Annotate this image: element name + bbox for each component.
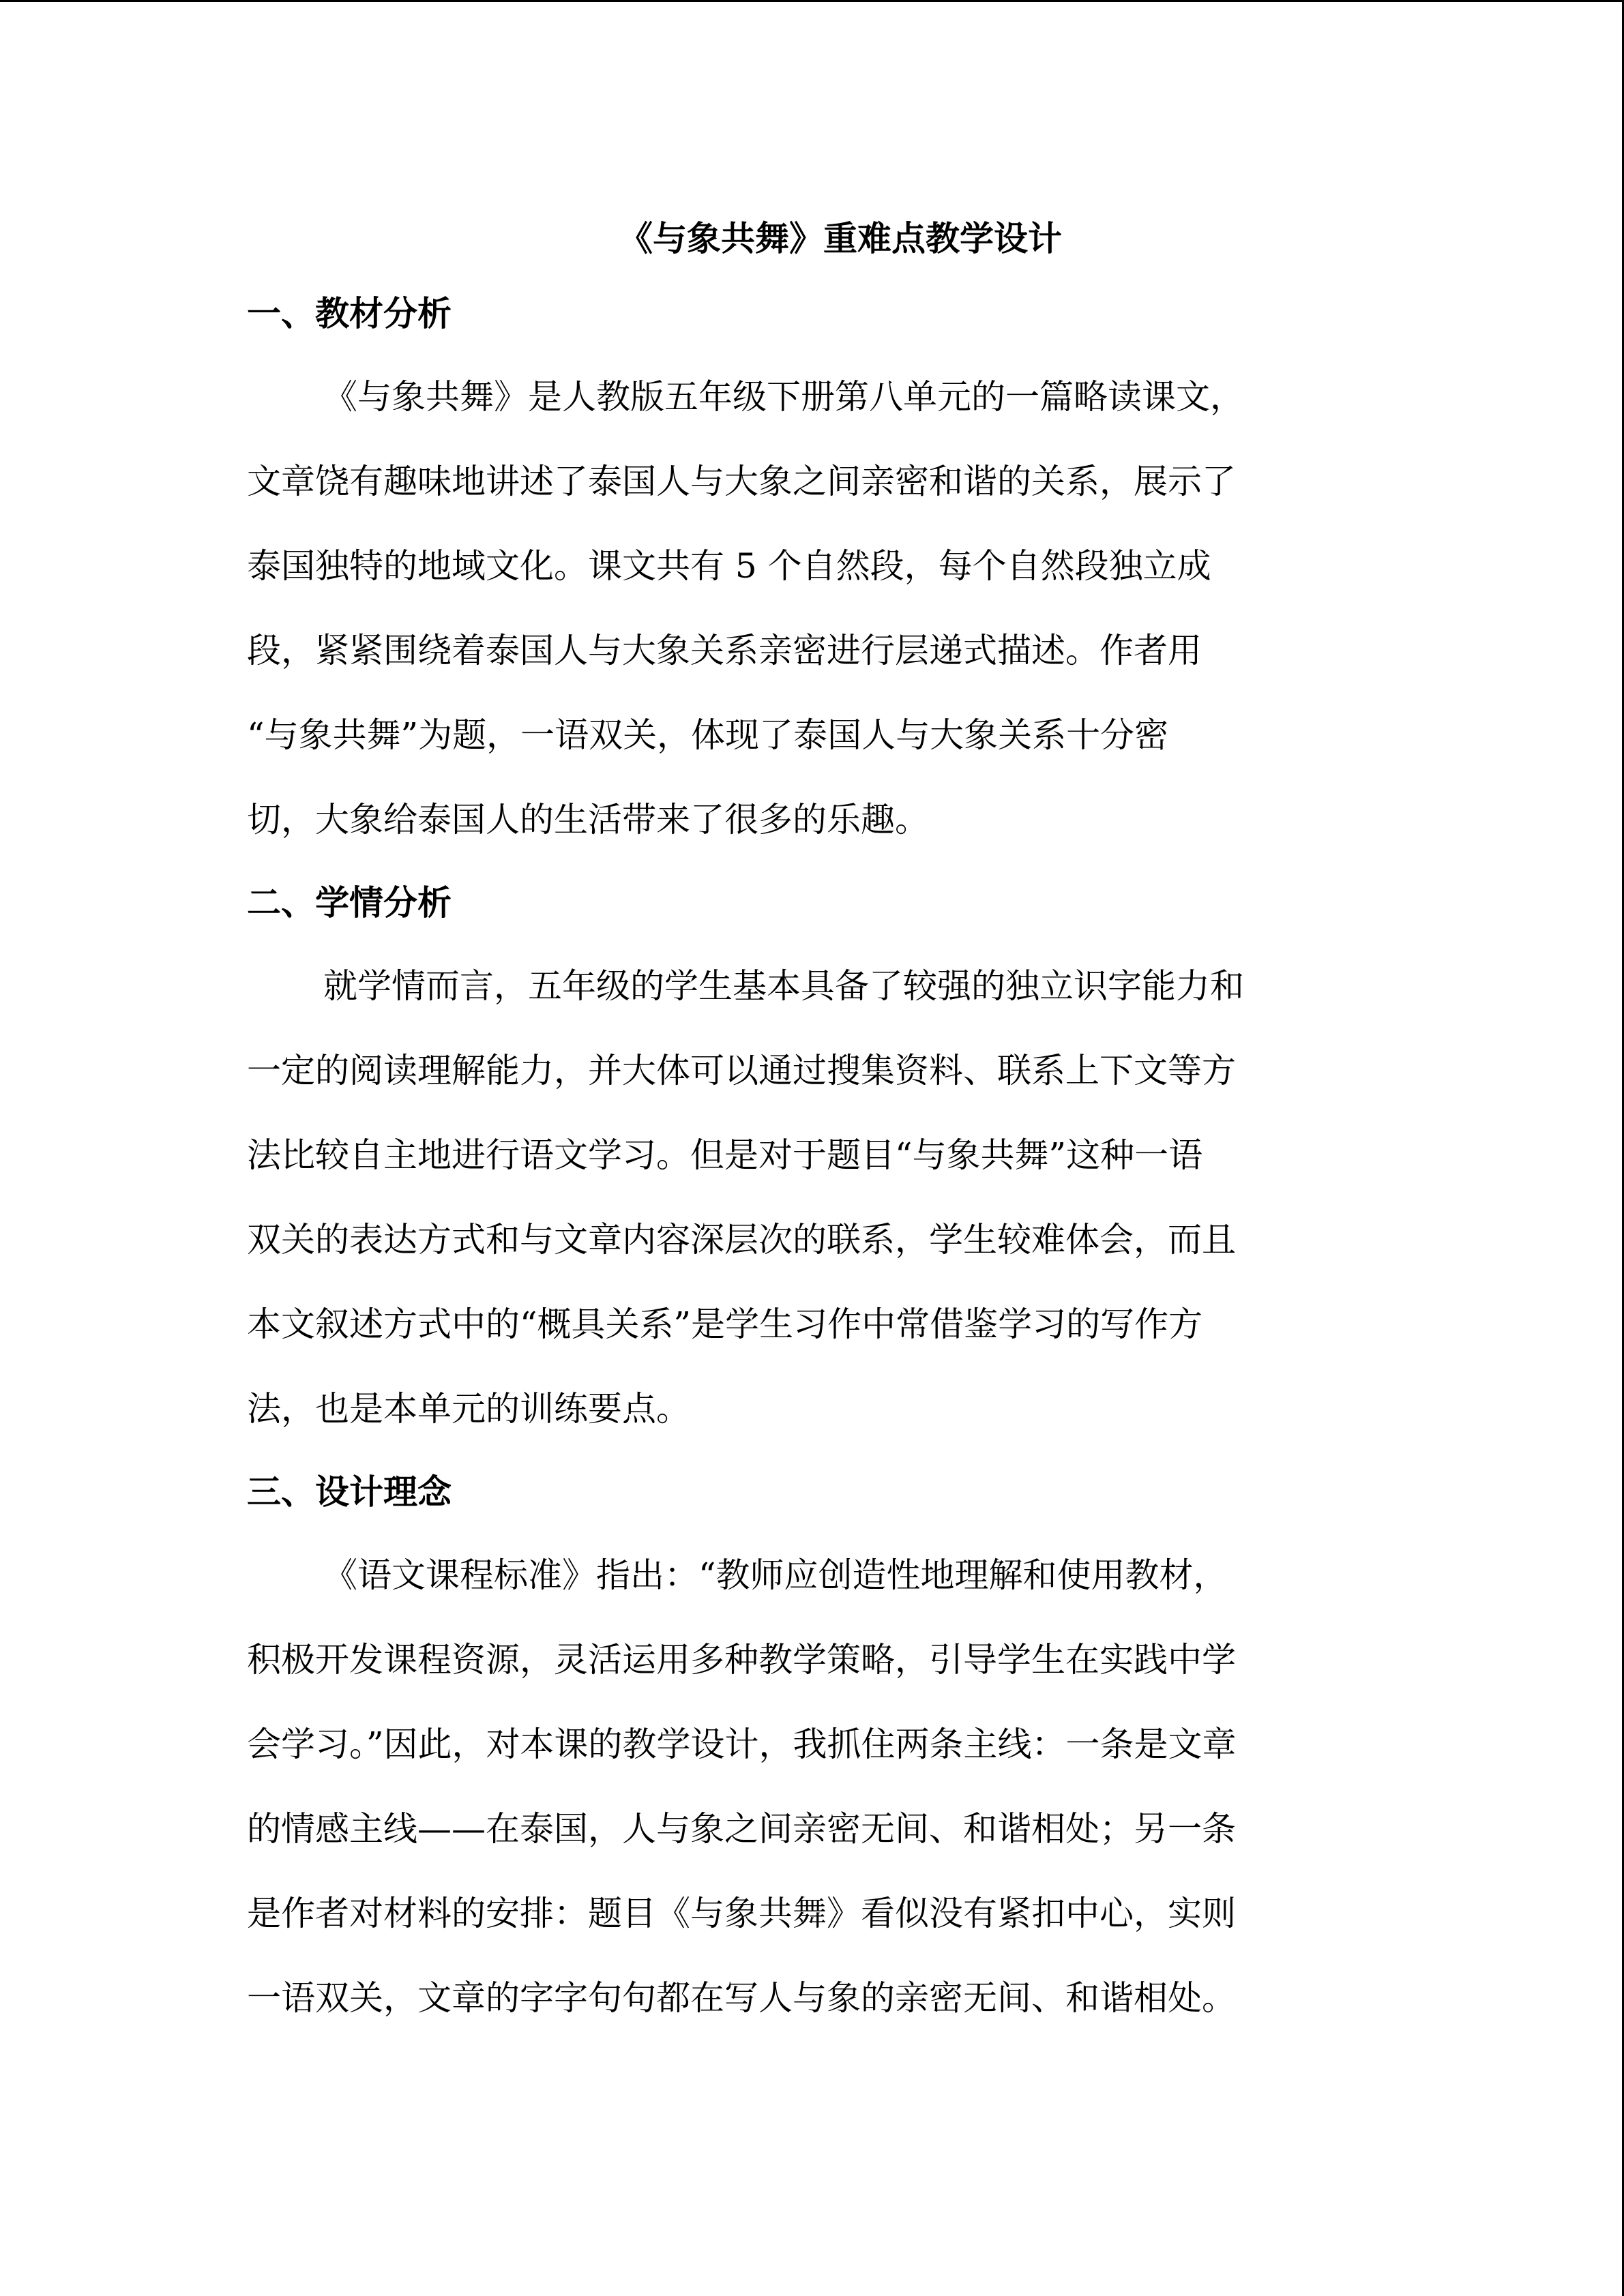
text-line: 是作者对材料的安排：题目《与象共舞》看似没有紧扣中心，实则 [247, 1894, 1236, 1933]
document-body [247, 205, 1379, 2040]
text-line: “与象共舞”为题，一语双关，体现了泰国人与大象关系十分密 [247, 715, 1169, 755]
text-line: 会学习。”因此，对本课的教学设计，我抓住两条主线：一条是文章 [247, 1725, 1237, 1764]
paragraph-textbook-analysis [247, 355, 1379, 862]
text-line: 泰国独特的地域文化。课文共有 5 个自然段，每个自然段独立成 [247, 546, 1211, 586]
text-line: 一语双关，文章的字字句句都在写人与象的亲密无间、和谐相处。 [247, 1978, 1236, 2018]
text-line: 文章饶有趣味地讲述了泰国人与大象之间亲密和谐的关系，展示了 [247, 462, 1236, 501]
section-heading-design-concept: 三、设计理念 [247, 1472, 452, 1512]
text-line: 《与象共舞》是人教版五年级下册第八单元的一篇略读课文， [323, 377, 1244, 417]
document-title: 《与象共舞》重难点教学设计 [619, 218, 1062, 258]
paragraph-design-concept [247, 1533, 1379, 2040]
text-line: 的情感主线——在泰国，人与象之间亲密无间、和谐相处；另一条 [247, 1809, 1236, 1849]
text-line: 段，紧紧围绕着泰国人与大象关系亲密进行层递式描述。作者用 [247, 631, 1202, 670]
text-line: 积极开发课程资源，灵活运用多种教学策略，引导学生在实践中学 [247, 1640, 1236, 1680]
text-line: 法，也是本单元的训练要点。 [247, 1389, 690, 1429]
text-line: 就学情而言，五年级的学生基本具备了较强的独立识字能力和 [323, 966, 1244, 1006]
section-heading-textbook-analysis: 一、教材分析 [247, 293, 452, 333]
text-line: 双关的表达方式和与文章内容深层次的联系，学生较难体会，而且 [247, 1220, 1236, 1259]
section-heading-student-analysis: 二、学情分析 [247, 882, 452, 923]
text-line: 《语文课程标准》指出：“教师应创造性地理解和使用教材， [323, 1555, 1228, 1595]
text-line: 切，大象给泰国人的生活带来了很多的乐趣。 [247, 800, 929, 839]
page-border-top [0, 0, 1624, 2]
text-line: 本文叙述方式中的“概具关系”是学生习作中常借鉴学习的写作方 [247, 1304, 1203, 1344]
paragraph-student-analysis [247, 944, 1379, 1451]
text-line: 法比较自主地进行语文学习。但是对于题目“与象共舞”这种一语 [247, 1135, 1203, 1175]
text-line: 一定的阅读理解能力，并大体可以通过搜集资料、联系上下文等方 [247, 1051, 1236, 1090]
